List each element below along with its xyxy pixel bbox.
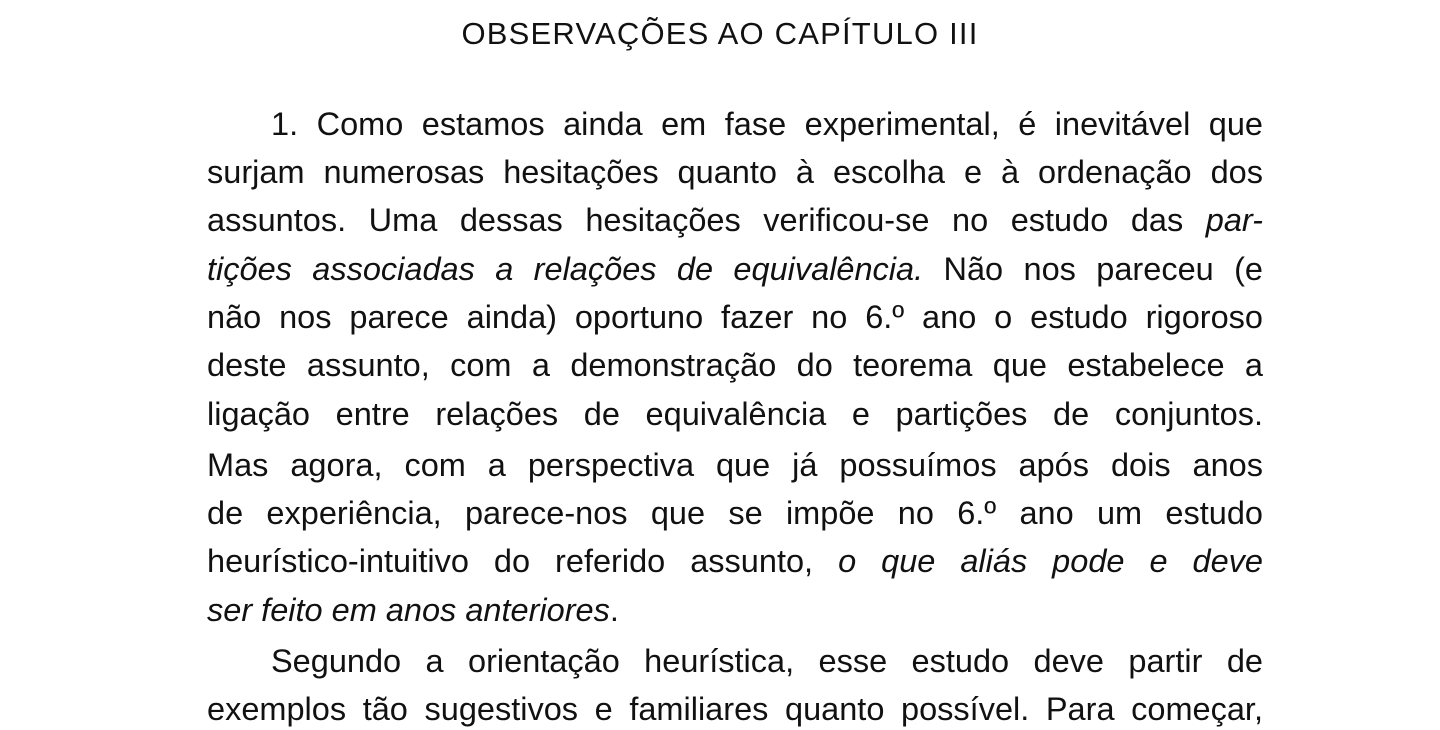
- text-line: [207, 200, 1263, 240]
- text-run: assuntos. Uma dessas hesitações verificou-se no estudo das: [207, 202, 1206, 238]
- text-line: [207, 590, 1263, 630]
- italic-text-run: o que aliás pode e deve: [838, 543, 1263, 579]
- text-line: não nos parece ainda) oportuno fazer no 6.º ano o estudo rigoroso: [207, 299, 1263, 335]
- text-run: heurístico-intuitivo do referido assunto,: [207, 543, 839, 579]
- text-line: [207, 541, 1263, 581]
- text-line: deste assunto, com a demonstração do teorema que estabelece a: [207, 347, 1263, 383]
- text-run: Não nos pareceu (e: [923, 251, 1263, 287]
- text-line: [207, 249, 1263, 289]
- text-run: .: [609, 592, 619, 628]
- text-line: de experiência, parece-nos que se impõe no 6.º ano um estudo: [207, 495, 1263, 531]
- text-line: ligação entre relações de equivalência e partições de conjuntos.: [207, 396, 1263, 432]
- text-line: Segundo a orientação heurística, esse estudo deve partir de: [271, 643, 1263, 679]
- text-line: 1. Como estamos ainda em fase experimental, é inevitável que: [271, 106, 1263, 142]
- chapter-title: OBSERVAÇÕES AO CAPÍTULO III: [461, 16, 979, 51]
- text-line: exemplos tão sugestivos e familiares quanto possível. Para começar,: [207, 691, 1263, 727]
- text-line: surjam numerosas hesitações quanto à escolha e à ordenação dos: [207, 154, 1263, 190]
- italic-text-run: tições associadas a relações de equivalência.: [207, 251, 924, 287]
- text-line: Mas agora, com a perspectiva que já possuímos após dois anos: [207, 447, 1263, 483]
- italic-text-run: par-: [1205, 202, 1263, 238]
- italic-text-run: ser feito em anos anteriores: [207, 592, 610, 628]
